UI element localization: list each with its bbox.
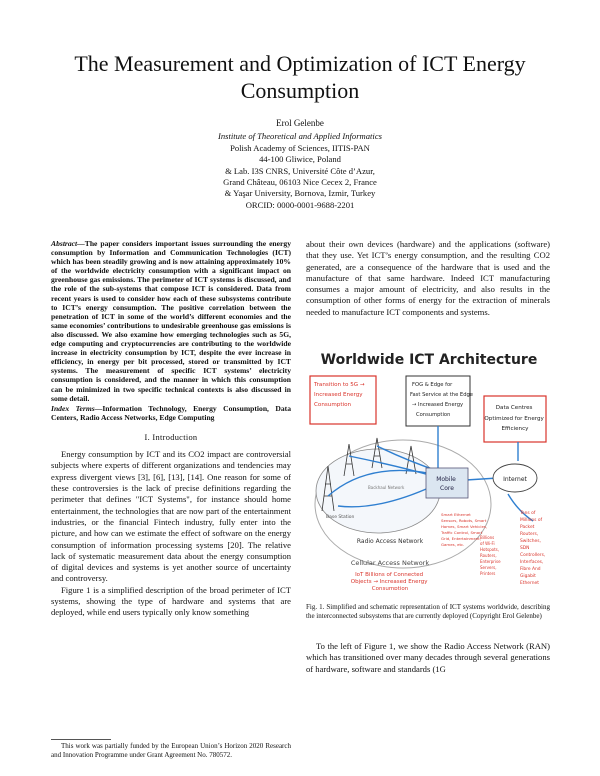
index-terms-lead: Index Terms—	[51, 403, 103, 413]
abstract-lead: Abstract—	[51, 239, 85, 248]
box-fog-line: Consumption	[416, 412, 451, 418]
routers-line: SDN	[520, 546, 530, 551]
figure-ict-architecture	[308, 346, 550, 590]
paragraph: Figure 1 is a simplified description of the broad perimeter of ICT systems, showing the type of hardware and systems that are deployed, while end users typically only know something	[51, 584, 291, 618]
affiliation-line: Institute of Theoretical and Applied Informatics	[218, 131, 382, 142]
routers-line: Routers,	[520, 532, 539, 537]
title-line-1: The Measurement and Optimization of ICT Energy	[74, 51, 526, 76]
abstract	[51, 239, 291, 403]
affiliation-line: & Yaşar University, Bornova, Izmir, Turkey	[224, 188, 376, 199]
author-name: Erol Gelenbe	[276, 118, 324, 128]
affiliation-line: Polish Academy of Sciences, IITIS-PAN	[230, 142, 370, 153]
box-fog-line: Fast Service at the Edge	[410, 392, 473, 398]
box-dc-line: Optimized for Energy	[484, 416, 544, 422]
smart-devices-line: Homes, Smart Vehicles,	[441, 524, 488, 529]
box-5g-line: Increased Energy	[314, 392, 363, 398]
internet-label: Internet	[503, 476, 527, 483]
affiliation-line: 44-100 Gliwice, Poland	[259, 154, 341, 165]
paragraph: To the left of Figure 1, we show the Radio Access Network (RAN) which has transitioned over many decades through several generations of hardware, software and standards (1G	[306, 641, 550, 674]
box-5g-line: Consumption	[314, 402, 352, 408]
routers-line: Controllers,	[520, 553, 546, 558]
smart-devices-line: Games, etc.	[441, 542, 465, 547]
paragraph: about their own devices (hardware) and the applications (software) that they use. Yet ICT’s energy consumption, and the resulting CO2 generated, are a consequence of the hardware that is used and the manufacture of that same hardware. Indeed ICT manufacturing consumes a major amount of electricity, and also results in the consumption of other forms of energy for the extraction of minerals needed to manufacture ICT components and systems.	[306, 239, 550, 317]
billions-wifi-line: Billions	[480, 535, 495, 540]
routers-line: Millions of	[520, 518, 543, 523]
smart-devices-line: Sensors, Robots, Smart	[441, 518, 487, 523]
billions-wifi-line: of Wi-Fi	[480, 541, 495, 546]
figure-caption: Fig. 1. Simplified and schematic representation of ICT systems worldwide, describing the interconnected subsystems that are currently deployed (Copyright Erol Gelenbe)	[306, 603, 550, 620]
routers-line: Interfaces,	[520, 560, 544, 565]
box-fog-line: → Increased Energy	[412, 402, 464, 408]
footnote-rule	[51, 739, 111, 740]
mobile-core-label: Core	[440, 485, 454, 492]
iot-line: IoT Billions of Connected	[355, 572, 424, 578]
box-dc-line: Efficiency	[501, 426, 529, 432]
affiliation-line: Grand Château, 06103 Nice Cecex 2, France	[223, 177, 377, 188]
billions-wifi-line: Enterprise	[480, 559, 501, 564]
box-fog-line: FOG & Edge for	[412, 382, 453, 388]
box-dc-line: Data Centres	[495, 405, 533, 411]
billions-wifi-line: Hotspots,	[480, 547, 500, 552]
routers-line: Gigabit	[520, 574, 536, 579]
iot-line: Consumption	[371, 586, 409, 590]
routers-line: Fibre And	[520, 567, 541, 572]
smart-devices-line: Grid, Entertainment,	[441, 536, 481, 541]
ran-label: Radio Access Network	[356, 538, 424, 545]
title-line-2: Consumption	[240, 78, 360, 103]
mobile-core-label: Mobile	[436, 476, 456, 483]
billions-wifi-line: Routers,	[480, 553, 497, 558]
box-5g-line: Transition to 5G →	[314, 382, 365, 388]
routers-line: Ethernet	[520, 581, 539, 586]
billions-wifi-line: Servers,	[480, 565, 497, 570]
author-block	[100, 118, 500, 211]
paragraph: Energy consumption by ICT and its CO2 impact are controversial subjects where experts of different organizations and tendencies may express divergent views [3], [6], [13], [14]. One reason for some of these controversies is the lack of precise definitions regarding the perimeter that defines "ICT Systems", for instance should home entertainment, the technologies that are now part of the entertainment industries, or the financial Fintech industry, fully enter into the picture, and how can we estimate the effect of software on the energy consumption of information processing systems [20]. The relative lack of systematic measurement data about the energy consumption of digital devices and systems is yet another source of uncertainty and controversy.	[51, 449, 291, 584]
right-column	[306, 239, 550, 318]
mobile-core	[426, 468, 468, 498]
footnote: This work was partially funded by the European Union’s Horizon 2020 Research and Innovation Programme under Grant Agreement No. 780572.	[51, 742, 291, 759]
figure-title: Worldwide ICT Architecture	[320, 352, 538, 368]
paper-title	[20, 50, 580, 104]
routers-line: Packet	[520, 525, 535, 530]
svg-text:Tens of Millions of Pa	[519, 510, 547, 586]
routers-line: Switches,	[520, 539, 541, 544]
right-column-continued	[306, 641, 550, 675]
cellular-network-label: Cellular Access Network	[350, 559, 430, 567]
svg-text:IoT Billions of Connected	[351, 572, 429, 590]
backhaul-label: Backhaul Network	[368, 485, 405, 490]
affiliation-line: & Lab. I3S CNRS, Université Côte d’Azur,	[225, 165, 375, 176]
base-station-label: Base Station	[326, 515, 355, 520]
abstract-text: The paper considers important issues surrounding the energy consumption by Information and Communication Technologies (ICT) which has been steadily growing and is now attaining approximately 10% of the worldwide electricity consumption with a significant impact on greenhouse gas emissions. The perimeter of ICT systems is discussed, and the role of the sub-systems that compose ICT is considered. Data from recent years is used to consider how each of these subsystems contribute to ICT’s energy consumption. The positive correlation between the penetration of ICT in some of the world’s different economies and the same economies’ contributions to undesirable greenhouse gas emissions is also discussed. We also examine how emerging technologies such as 5G, edge computing and cryptocurrencies are contributing to the worldwide increase in electricity consumption by ICT, despite the ever increase in efficiency, in energy per bit processed, stored or transmitted by ICT systems. The measurement of specific ICT systems’ electricity consumption is considered, and the manner in which this consumption can be minimized in two specific technical contexts is also discussed in some detail.	[51, 239, 291, 403]
smart-devices-line: Smart Ethernet	[441, 512, 471, 517]
orcid: ORCID: 0000-0001-9688-2201	[245, 199, 355, 210]
smart-devices-line: Traffic Control, Smart	[441, 530, 483, 535]
iot-line: Objects → Increased Energy	[350, 579, 428, 585]
billions-wifi-line: Printers	[480, 571, 496, 576]
routers-line: Tens of	[520, 511, 536, 516]
index-terms-text: Information Technology, Energy Consumption, Data Centers, Radio Access Networks, Edge Computing	[51, 403, 292, 422]
svg-text:Billions of Wi-Fi Hots	[480, 535, 502, 576]
index-terms	[51, 404, 291, 422]
section-heading: I. Introduction	[144, 432, 198, 442]
left-column	[51, 239, 291, 619]
